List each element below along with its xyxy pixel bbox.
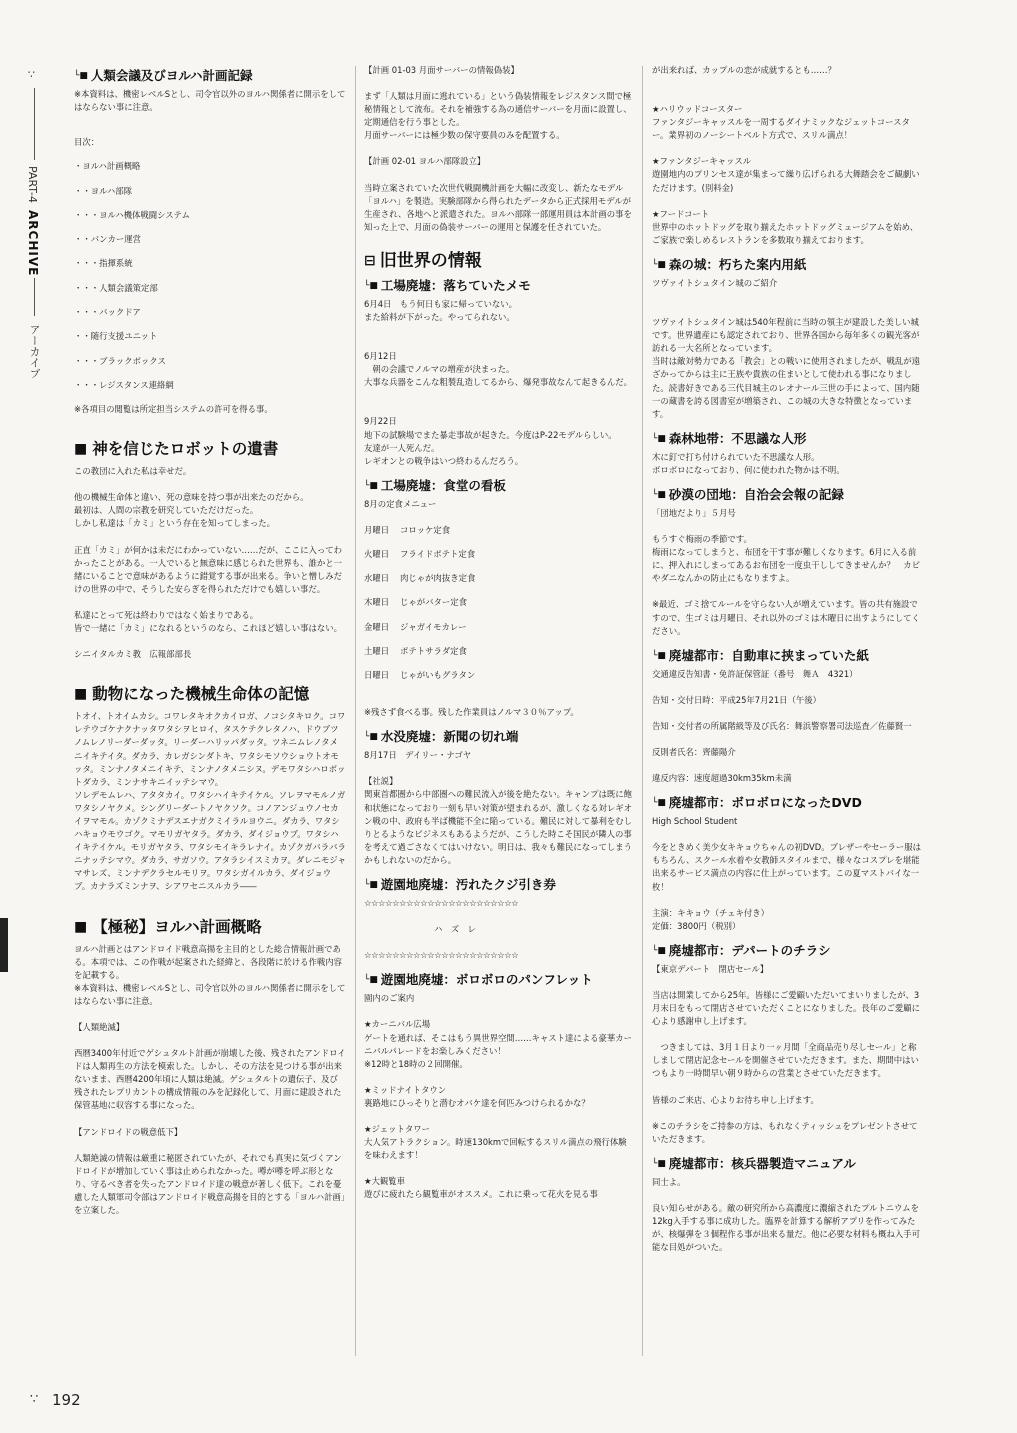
paragraph: High School Student: [652, 816, 738, 827]
menu-list: [364, 524, 632, 682]
paragraph: ※残さず食べる事。残した作業員はノルマ３０％アップ。: [364, 707, 579, 718]
paragraph: 6月4日 もう何日も家に帰っていない。 また給料が下がった。やってられない。: [364, 298, 518, 323]
paragraph: 遊びに疲れたら観覧車がオススメ。これに乗って花火を見る事: [364, 1189, 598, 1200]
toc-item: ・・・ブラックボックス: [74, 355, 166, 366]
item-heading: ★フードコート: [652, 208, 710, 219]
paragraph: ハ ズ レ: [434, 924, 476, 935]
heading-marker-icon: └■: [74, 71, 88, 81]
heading: └■ 廃墟都市：核兵器製造マニュアル: [652, 1155, 856, 1171]
column-divider: [355, 66, 356, 1356]
heading: ■ 【極秘】ヨルハ計画概略: [74, 917, 262, 936]
paragraph: 同士よ。: [652, 1176, 686, 1187]
paragraph: 主演：キキョウ（チェキ付き）: [652, 907, 769, 918]
menu-row: 水曜日 肉じゃが肉抜き定食: [364, 573, 476, 584]
paragraph: 世界中のホットドッグを取り揃えたホットドッグミュージアムを始め、ご家族で楽しめるレストランを多数取り揃えております。: [652, 221, 919, 245]
subheading: 【計画 02-01 ヨルハ部隊設立】: [364, 156, 486, 167]
heading-marker-icon: └■: [652, 1158, 666, 1169]
toc-item: ・・バンカー運営: [74, 234, 141, 245]
edge-tab-mark: [0, 918, 8, 972]
paragraph: この教団に入れた私は幸せだ。: [74, 466, 192, 477]
toc-item: ・・随行支援ユニット: [74, 331, 158, 342]
heading: └■ 工場廃墟：落ちていたメモ: [364, 277, 531, 293]
column-divider: [642, 66, 643, 1356]
toc-item: ・・ヨルハ部隊: [74, 185, 133, 196]
heading: ■ 神を信じたロボットの遺書: [74, 440, 279, 459]
paragraph: 西暦3400年付近でゲシュタルト計画が崩壊した後、残されたアンドロイドは人類再生の方法を模索した。しかし、その方法を見つける事が出来ないまま、西暦4200年頃に人類は絶滅。ゲシュタルトの遺伝子、及び残されたレプリカントの構成情報のみを記録化して、月面に建設された保管基地に収容する事になった。: [74, 1048, 346, 1111]
paragraph: 9月22日 地下の試験場でまた暴走事故が起きた。今度はP-22モデルらしい。 友達が一人死んだ。 レギオンとの戦争はいつ終わるんだろう。: [364, 416, 617, 466]
paragraph: ☆☆☆☆☆☆☆☆☆☆☆☆☆☆☆☆☆☆☆☆☆☆: [364, 898, 519, 909]
heading-marker-icon: └■: [364, 732, 378, 743]
heading: └■ 水没廃墟：新聞の切れ端: [364, 729, 519, 745]
paragraph: まず「人類は月面に逃れている」という偽装情報をレジスタンス間で極秘情報として流布。それを補強する為の通信サーバーを月面に設置し、定期通信を行う事とした。 月面サーバーには極少数の保守要員のみを配置する。: [364, 91, 632, 141]
paragraph: ヨルハ計画とはアンドロイド戦意高揚を主目的とした総合情報計画である。本項では、この作戦が起案された経緯と、各段階に於ける作戦内容を記載する。 ※本資料は、機密レベルSとし、司令官以外のヨルハ関係者に開示をしてはならない事に注意。: [74, 943, 346, 1006]
paragraph: ※各項目の閲覧は所定担当システムの許可を得る事。: [74, 404, 273, 415]
heading: └■ 廃墟都市：デパートのチラシ: [652, 942, 831, 958]
heading-marker-icon: └■: [652, 259, 666, 270]
section-heading: ⊟ 旧世界の情報: [364, 250, 482, 271]
heading: └■ 森の城：朽ちた案内用紙: [652, 256, 807, 272]
item-heading: ★大観覧車: [364, 1176, 406, 1187]
toc-item: ・・・ヨルハ機体戦闘システム: [74, 209, 190, 220]
subheading: 【人類絶滅】: [74, 1022, 125, 1032]
item-heading: ★ファンタジーキャッスル: [652, 156, 752, 167]
subheading: 【計画 01-03 月面サーバーの情報偽装】: [364, 65, 519, 75]
paragraph: 反則者氏名：齊藤陽介: [652, 747, 736, 757]
paragraph: つきましては、3月１日より一ヶ月間「全商品売り尽しセール」と称しまして閉店記念セールを開催させていただきます。また、期間中はいつもより一時間早い朝９時からの営業とさせていただきます。: [652, 1042, 919, 1079]
item-heading: ★カーニバル広場: [364, 1019, 431, 1030]
heading-marker-icon: ■: [74, 686, 88, 703]
paragraph: ☆☆☆☆☆☆☆☆☆☆☆☆☆☆☆☆☆☆☆☆☆☆: [364, 950, 519, 961]
paragraph: 「団地だより」５月号: [652, 507, 736, 518]
paragraph: 8月17日 デイリー・ナゴヤ: [364, 750, 472, 761]
column-1: [74, 64, 346, 1217]
signature: シニイタルカミ教 広報部部長: [74, 649, 192, 660]
paragraph: 当時立案されていた次世代戦闘機計画を大幅に改変し、新たなモデル「ヨルハ」を製造。実験部隊から得られたデータから正式採用モデルが生産され、各地へと派遣された。ヨルハ部隊一部運用員は本計画の事を知った上で、月面の偽装サーバーの運用と保護を任されていた。: [364, 182, 632, 232]
toc-label: 目次：: [74, 137, 100, 148]
subheading: 【アンドロイドの戦意低下】: [74, 1126, 183, 1137]
heading-marker-icon: └■: [652, 650, 666, 661]
paragraph: ※本資料は、機密レベルSとし、司令官以外のヨルハ関係者に開示をしてはならない事に注意。: [74, 89, 346, 113]
toc-item: ・・・バックドア: [74, 306, 141, 317]
heading: ■ 動物になった機械生命体の記憶: [74, 685, 310, 704]
rail-kana: アーカイブ: [28, 324, 41, 379]
paragraph: ※このチラシをご持参の方は、もれなくティッシュをプレゼントさせていただきます。: [652, 1120, 918, 1144]
paragraph: 他の機械生命体と違い、死の意味を持つ事が出来たのだから。 最初は、人間の宗教を研究していただけだった。 しかし私達は「カミ」という存在を知ってしまった。: [74, 492, 309, 529]
menu-row: 月曜日 コロッケ定食: [364, 524, 451, 535]
column-2: [364, 64, 632, 1201]
section-rail: [24, 60, 46, 460]
heading-marker-icon: ■: [74, 918, 88, 935]
paragraph: 当店は開業してから25年。皆様にご愛顧いただいてまいりましたが、3月末日をもって閉店させていただくことになりました。長年のご愛顧に心より感謝申し上げます。: [652, 989, 920, 1027]
paragraph: 交通違反告知書・免許証保管証（番号 舞Ａ 4321）: [652, 668, 858, 679]
heading-marker-icon: └■: [364, 880, 378, 891]
menu-row: 土曜日 ポテトサラダ定食: [364, 645, 467, 656]
heading-marker-icon: └■: [652, 433, 666, 444]
paragraph: 大人気アトラクション。時速130kmで回転するスリル満点の飛行体験を味わえます！: [364, 1137, 627, 1161]
heading-marker-icon: └■: [364, 975, 378, 986]
item-heading: ★ジェットタワー: [364, 1123, 430, 1134]
item-heading: ★ミッドナイトタウン: [364, 1084, 447, 1095]
paragraph: 人類絶滅の情報は厳重に秘匿されていたが、それでも真実に気づくアンドロイドが増加していく事は止められなかった。噂が噂を呼ぶ形となり、守るべき者を失ったアンドロイド達の戦意が著しく低下。これを憂慮した人類軍司令部はアンドロイド戦意高揚を目的とする「ヨルハ計画」を立案した。: [74, 1152, 346, 1216]
toc-item: ・・・人類会議策定部: [74, 282, 158, 293]
toc-item: ・ヨルハ計画概略: [74, 161, 141, 172]
paragraph: ゲートを通れば、そこはもう異世界空間……キャスト達による豪華カーニバルパレードをお楽しみください！ ※12時と18時の２回開催。: [364, 1032, 632, 1069]
paragraph: 遊園地内のプリンセス達が集まって繰り広げられる大舞踏会をご観劇いただけます。(別料金): [652, 169, 920, 193]
paragraph: 関東首都圏から中部圏への難民流入が後を絶たない。キャンプは既に飽和状態になっており一刻も早い対策が望まれるが、激しくなる対レギオン戦の中、政府も半ば機能不全に陥っている。難民に対して暴利をむしりとるようなビジネスもあるようだが、こうした時こそ国民が隣人の事を考えて過ごさなくてはいけない。明日は、我々も難民になってしまうかもしれないのだから。: [364, 789, 632, 865]
paragraph: が出来れば、カップルの恋が成就するとも……？: [652, 65, 836, 75]
subheading: 【社説】: [364, 776, 398, 787]
menu-row: 金曜日 ジャガイモカレー: [364, 621, 467, 632]
heading: └■ 砂漠の団地：自治会会報の記録: [652, 486, 844, 502]
item-heading: ★ハリウッドコースター: [652, 104, 743, 115]
rail-line-top: [34, 88, 35, 160]
heading: └■ 廃墟都市：自動車に挟まっていた紙: [652, 647, 869, 663]
heading-marker-icon: └■: [652, 945, 666, 956]
paragraph: 違反内容：速度超過30km35km未満: [652, 773, 792, 784]
heading: └■ 人類会議及びヨルハ計画記録: [74, 68, 253, 83]
heading: └■ 森林地帯：不思議な人形: [652, 430, 807, 446]
menu-row: 木曜日 じゃがバター定食: [364, 597, 467, 608]
paragraph: 今をときめく美少女キキョウちゃんの初DVD。ブレザーやセーラー服はもちろん、スクール水着や女教師スタイルまで、様々なコスプレを堪能出来るサービス満点の内容に仕上がっています。この夏マストバイな一枚！: [652, 842, 922, 892]
paragraph: ※最近、ゴミ捨てルールを守らない人が増えています。皆の共有施設ですので、生ゴミは月曜日、それ以外のゴミは木曜日に出すようにしてください。: [652, 599, 920, 636]
paragraph: 私達にとって死は終わりではなく始まりである。 皆で一緒に「カミ」になれるというのなら、これほど嬉しい事はない。: [74, 609, 342, 634]
heading-marker-icon: └■: [652, 798, 666, 809]
heading-marker-icon: └■: [364, 480, 378, 491]
paragraph: トオイ、トオイムカシ。コワレタキオクカイロガ、ノコシタキロク。コワレテウゴケナクナッタワタシヲヒロイ、タスケテクレタノハ、ドウブツノムレノリーダーダッタ。リーダーハリッパダッタ。ツネニムレノタメニイキテイタ。ダカラ、カレガシンダトキ、ワタシモソウショウトオモッタ。ミンナノタメニイキテ、ミンナノタメニシヌ。デモワタシハロボットダカラ、ミンナサキニイッテシマウ。: [74, 711, 346, 787]
toc-list: [74, 160, 346, 392]
heading: └■ 工場廃墟：食堂の看板: [364, 477, 506, 493]
paragraph: 裏路地にひっそりと潜むオバケ達を何匹みつけられるかな？: [364, 1097, 590, 1108]
heading-marker-icon: └■: [364, 280, 378, 291]
paragraph: ツヴァイトシュタイン城は540年程前に当時の領主が建設した美しい城です。世界遺産にも認定されており、世界各国から毎年多くの観光客が訪れる一大名所となっています。 当时は敵対勢力である「教会」との戦いに使用されましたが、戦乱が遠ざかってからは主に王族や貴族の住まいとして使われる事になりました。読書好きである三代目城主のレオナール三世の手によって、国内随一の蔵書を誇る図書室が増築され、この城の大きな特徴となっています。: [652, 317, 920, 419]
paragraph: 【東京デパート 閉店セール】: [652, 963, 769, 974]
heading: └■ 廃墟都市：ボロボロになったDVD: [652, 795, 862, 811]
menu-row: 日曜日 じゃがいもグラタン: [364, 670, 476, 680]
paragraph: ファンタジーキャッスルを一周するダイナミックなジェットコースター。業界初のノーシートベルト方式で、スリル満点！: [652, 117, 910, 141]
paragraph: 園内のご案内: [364, 993, 415, 1004]
rail-archive: ARCHIVE: [26, 210, 40, 277]
paragraph: 定価：3800円（税別）: [652, 920, 741, 931]
page-number: 192: [52, 1391, 81, 1409]
section-box-icon: ⊟: [364, 252, 376, 269]
paragraph: ソレデモムレハ、アタタカイ。ワタシハイキテイケル。ソレヲマモルノガワタシノヤクメ。シングリーダートノヤクソク。コノアンジュウノセカイヲマモル。カゾクミナデスエナガクミイラルヨウニ。ダカラ、ワタシハキョウモウゴク。マモリガヤタラ。ダカラ、ダイジョウブ。ワタシハイキテイケル。モリガヤタラ、ワタシモイキラレナイ。カゾクガバラバラニナッテシマウ。ダカラ、サガソウ。アタラシイスミカヲ。ダレニモジャマサレズ、ミンナデクラセルモリヲ。ワタシガイルカラ、ダイジョウブ。カナラズミンナヲ、シアワセニスルカラ――: [74, 789, 346, 892]
toc-item: ・・・指揮系統: [74, 258, 133, 269]
heading: └■ 遊園地廃墟：汚れたクジ引き券: [364, 877, 556, 893]
toc-item: ・・・レジスタンス連絡網: [74, 379, 174, 390]
rail-part: PART-4: [26, 166, 39, 203]
heading: └■ 遊園地廃墟：ボロボロのパンフレット: [364, 972, 593, 988]
paragraph: 良い知らせがある。敵の研究所から高濃度に濃縮されたプルトニウムを12kg入手する事に成功した。臨界を計算する解析アプリを作ってみたが、核爆弾を３個程作る事が出来る量だ。他に必要な材料も概ね入手可能な目処がついた。: [652, 1202, 920, 1253]
heading-marker-icon: └■: [652, 489, 666, 500]
paragraph: 6月12日 朝の会議でノルマの増産が決まった。 大事な兵器をこんな粗製乱造してるから、爆発事故なんて起きるんだ。: [364, 351, 632, 388]
rail-dots-icon: ∵: [28, 68, 34, 81]
column-3: [652, 64, 924, 1254]
paragraph: ツヴァイトシュタイン城のご紹介: [652, 277, 778, 288]
rail-line-mid: [34, 278, 35, 316]
paragraph: 木に釘で打ち付けられていた不思議な人形。 ボロボロになっており、何に使われた物かは不明。: [652, 451, 845, 475]
paragraph: 告知・交付日時：平成25年7月21日（午後）: [652, 694, 822, 705]
footer-dots-icon: ∵: [30, 1392, 38, 1407]
paragraph: 告知・交付者の所属階級等及び氏名：舞浜警察署司法巡査／佐藤賢一: [652, 720, 912, 731]
paragraph: もうすぐ梅雨の季節です。 梅雨になってしまうと、布団を干す事が難しくなります。6月に入る前に、押入れにしまってあるお布団を一度虫干ししてきませんか？ カビやダニなんかの防止にもなりますよ。: [652, 534, 920, 584]
menu-row: 火曜日 フライドポテト定食: [364, 549, 476, 560]
paragraph: 8月の定食メニュー: [364, 498, 437, 509]
paragraph: 皆様のご来店、心よりお待ち申し上げます。: [652, 1094, 819, 1105]
heading-marker-icon: ■: [74, 441, 88, 458]
paragraph: 正直「カミ」が何かは未だにわかっていない……だが、ここに入ってわかったことがある。一人でいると無意味に感じられた世界も、誰かと一緒にいることで意味があるように錯覚する事が出来る。争いと憎しみだけの世界の中で、そうした安らぎを得られただけでも嬉しい事だ。: [74, 544, 342, 594]
